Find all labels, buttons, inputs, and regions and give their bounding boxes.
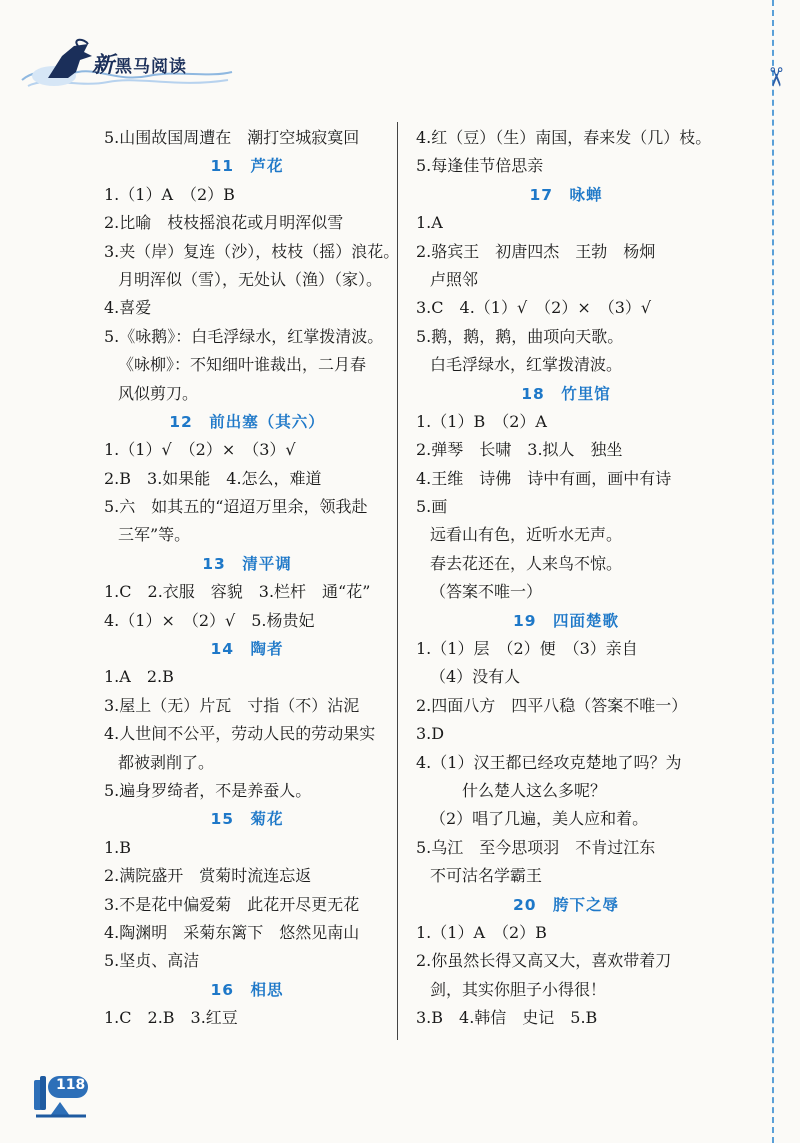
answer-line: 2.满院盛开 赏菊时流连忘返 (104, 866, 312, 886)
answer-line: 1.（1）√ （2）× （3）√ (104, 440, 296, 460)
answer-line: 5.《咏鹅》：白毛浮绿水，红掌拨清波。 (104, 326, 384, 346)
answer-line: 4.人世间不公平，劳动人民的劳动果实 (104, 724, 376, 744)
right-answer-column (416, 124, 716, 1033)
answer-line: （2）唱了几遍，美人应和着。 (430, 809, 649, 829)
answer-line: 1.（1）A （2）B (416, 922, 547, 942)
answer-line: 2.比喻 枝枝摇浪花或月明浑似雪 (104, 213, 344, 233)
page-number: 118 (56, 1077, 86, 1093)
section-heading: 18 竹里馆 (521, 384, 611, 403)
answer-line: 远看山有色，近听水无声。 (430, 525, 623, 545)
answer-line: 3.屋上（无）片瓦 寸指（不）沾泥 (104, 695, 360, 715)
answer-line: 白毛浮绿水，红掌拨清波。 (430, 355, 623, 375)
answer-line: 4.王维 诗佛 诗中有画，画中有诗 (416, 468, 672, 488)
answer-line: 5.乌江 至今思项羽 不肯过江东 (416, 837, 656, 857)
cut-line (772, 0, 774, 1143)
answer-line: 1.（1）层 （2）便 （3）亲自 (416, 639, 638, 659)
answer-line: 什么楚人这么多呢？ (430, 780, 607, 800)
answer-line: 5.遍身罗绮者，不是养蚕人。 (104, 780, 312, 800)
answer-line: 剑，其实你胆子小得很！ (430, 979, 607, 999)
answer-line: 4.喜爱 (104, 298, 152, 318)
answer-line: 3.D (416, 724, 445, 744)
answer-line: 5.鹅，鹅，鹅，曲项向天歌。 (416, 326, 624, 346)
answer-line: 4.（1）汉王都已经攻克楚地了吗？为 (416, 752, 682, 772)
answer-line: 都被剥削了。 (118, 752, 215, 772)
answer-line: 1.A 2.B (104, 667, 174, 687)
answer-line: 3.B 4.韩信 史记 5.B (416, 1008, 598, 1028)
answer-line: 风似剪刀。 (118, 383, 199, 403)
answer-line: 2.四面八方 四平八稳（答案不唯一） (416, 695, 688, 715)
section-heading: 11 芦花 (210, 157, 284, 176)
left-answer-column (104, 124, 400, 1033)
answer-line: 月明浑似（雪），无处认（渔）（家）。 (118, 269, 383, 289)
section-heading: 17 咏蝉 (529, 185, 603, 204)
answer-line: 1.C 2.B 3.红豆 (104, 1008, 238, 1028)
answer-line: 不可沽名学霸王 (430, 866, 543, 886)
answer-line: 5.山围故国周遭在 潮打空城寂寞回 (104, 128, 360, 147)
answer-line: 4.陶渊明 采菊东篱下 悠然见南山 (104, 922, 360, 942)
answer-line: 5.画 (416, 497, 448, 517)
answer-line: 1.B (104, 837, 132, 857)
answer-line: 4.（1）× （2）√ 5.杨贵妃 (104, 610, 315, 630)
answer-line: 4.红（豆）（生）南国，春来发（几）枝。 (416, 128, 712, 147)
answer-line: 3.夹（岸）复连（沙），枝枝（摇）浪花。 (104, 241, 400, 261)
answer-line: （4）没有人 (430, 667, 521, 687)
answer-line: 5.六 如其五的“迢迢万里余，领我赴 (104, 497, 368, 517)
answer-line: 春去花还在，人来鸟不惊。 (430, 553, 623, 573)
answer-line: 5.每逢佳节倍思亲 (416, 156, 544, 176)
answer-line: （答案不唯一） (430, 582, 543, 602)
section-heading: 12 前出塞（其六） (169, 412, 325, 431)
answer-line: 《咏柳》：不知细叶谁裁出，二月春 (118, 355, 367, 375)
scissors-icon: ✂ (760, 66, 791, 88)
section-heading: 13 清平调 (202, 554, 292, 573)
logo-text (92, 48, 187, 79)
answer-line: 3.C 4.（1）√ （2）× （3）√ (416, 298, 652, 318)
answer-line: 三军”等。 (118, 525, 191, 545)
logo-title: 黑马阅读 (115, 57, 188, 77)
answer-line: 1.（1）A （2）B (104, 184, 235, 204)
answer-line: 3.不是花中偏爱菊 此花开尽更无花 (104, 894, 360, 914)
answer-line: 1.（1）B （2）A (416, 411, 547, 431)
answer-line: 5.坚贞、高洁 (104, 951, 200, 971)
answer-line: 2.B 3.如果能 4.怎么，难道 (104, 468, 322, 488)
answer-line: 1.A (416, 213, 443, 233)
answer-line: 2.骆宾王 初唐四杰 王勃 杨炯 (416, 241, 656, 261)
answer-line: 2.弹琴 长啸 3.拟人 独坐 (416, 440, 623, 460)
section-heading: 15 菊花 (210, 810, 284, 829)
answer-line: 2.你虽然长得又高又大，喜欢带着刀 (416, 951, 672, 971)
answer-line: 卢照邻 (430, 269, 479, 289)
section-heading: 19 四面楚歌 (512, 611, 620, 630)
answer-line: 1.C 2.衣服 容貌 3.栏杆 通“花” (104, 582, 371, 602)
logo-glyph: 新 (92, 53, 116, 78)
section-heading: 20 胯下之辱 (512, 895, 620, 914)
section-heading: 14 陶者 (210, 640, 284, 659)
section-heading: 16 相思 (210, 980, 284, 999)
